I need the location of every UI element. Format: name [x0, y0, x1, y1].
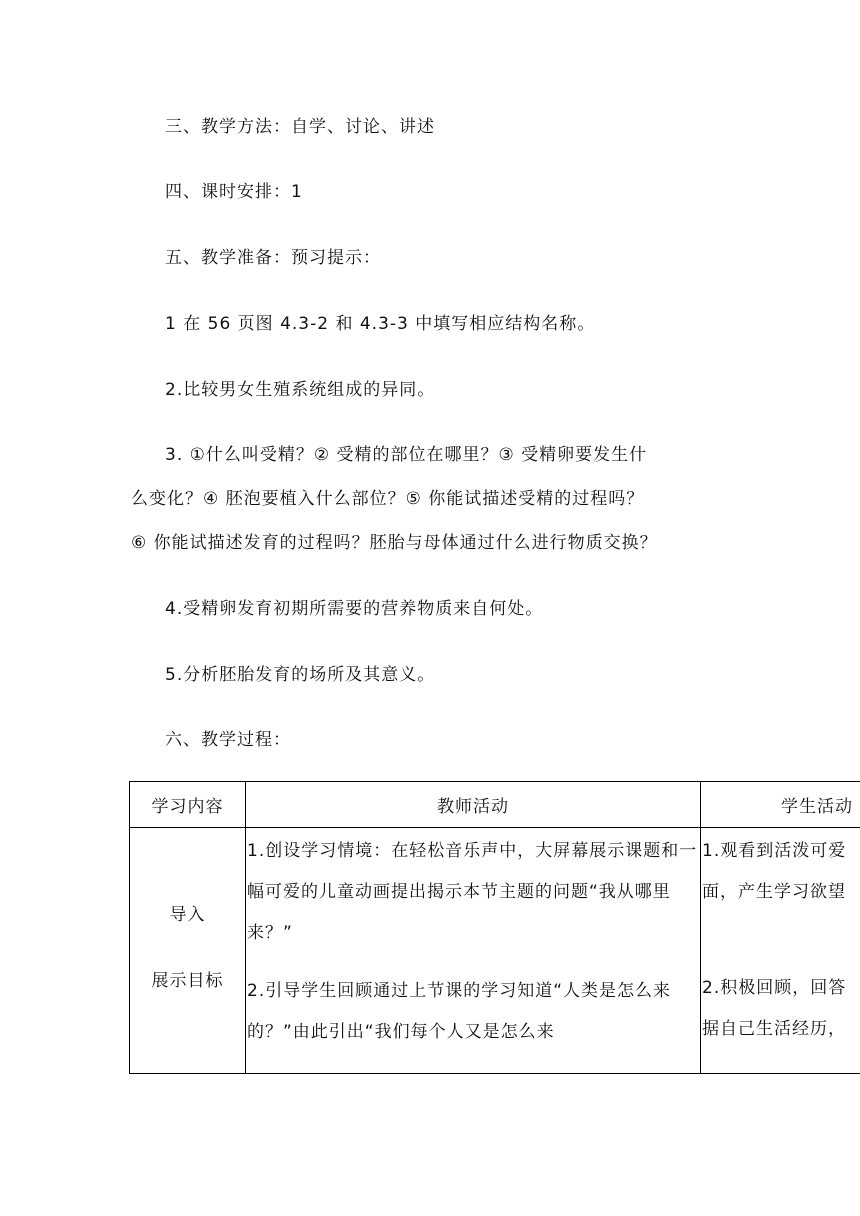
prep-item-3-line-1: 3. ①什么叫受精？② 受精的部位在哪里？③ 受精卵要发生什 [165, 445, 648, 465]
teacher-activity-1: 1.创设学习情境：在轻松音乐声中，大屏幕展示课题和一幅可爱的儿童动画提出揭示本节主题的问题“我从哪里来？” [247, 841, 698, 943]
prep-item-5: 5.分析胚胎发育的场所及其意义。 [165, 665, 436, 685]
teaching-process-table [129, 781, 860, 1074]
prep-item-3-line-2: 么变化？④ 胚泡要植入什么部位？⑤ 你能试描述受精的过程吗？ [131, 489, 645, 509]
teaching-method-line: 三、教学方法：自学、讨论、讲述 [165, 117, 435, 137]
student-activity-2a: 2.积极回顾，回答 [702, 978, 847, 998]
prep-item-1: 1 在 56 页图 4.3-2 和 4.3-3 中填写相应结构名称。 [165, 314, 596, 334]
class-hours-line: 四、课时安排：1 [165, 182, 303, 202]
teaching-process-heading: 六、教学过程： [165, 730, 291, 750]
student-activity-2b: 据自己生活经历， [702, 1019, 846, 1039]
student-activity-1a: 1.观看到活泼可爱 [702, 841, 847, 861]
content-show-goals: 展示目标 [151, 970, 224, 991]
table-row [130, 828, 860, 1074]
cell-teacher-activity [246, 828, 701, 1074]
header-learning-content: 学习内容 [130, 782, 246, 828]
prep-item-4: 4.受精卵发育初期所需要的营养物质来自何处。 [165, 599, 544, 619]
teacher-activity-2: 2.引导学生回顾通过上节课的学习知道“人类是怎么来的？”由此引出“我们每个人又是怎么来 [247, 981, 672, 1042]
header-teacher-activity: 教师活动 [246, 782, 701, 828]
student-activity-1b: 面，产生学习欲望 [702, 882, 846, 902]
table-header-row [130, 782, 860, 828]
cell-learning-content [130, 828, 246, 1074]
prep-item-2: 2.比较男女生殖系统组成的异同。 [165, 380, 436, 400]
prep-item-3-line-3: ⑥ 你能试描述发育的过程吗？胚胎与母体通过什么进行物质交换？ [131, 533, 658, 553]
content-intro: 导入 [169, 904, 206, 925]
cell-student-activity [701, 828, 860, 1074]
header-student-activity: 学生活动 [701, 782, 860, 828]
teaching-prep-line: 五、教学准备：预习提示： [165, 248, 381, 268]
